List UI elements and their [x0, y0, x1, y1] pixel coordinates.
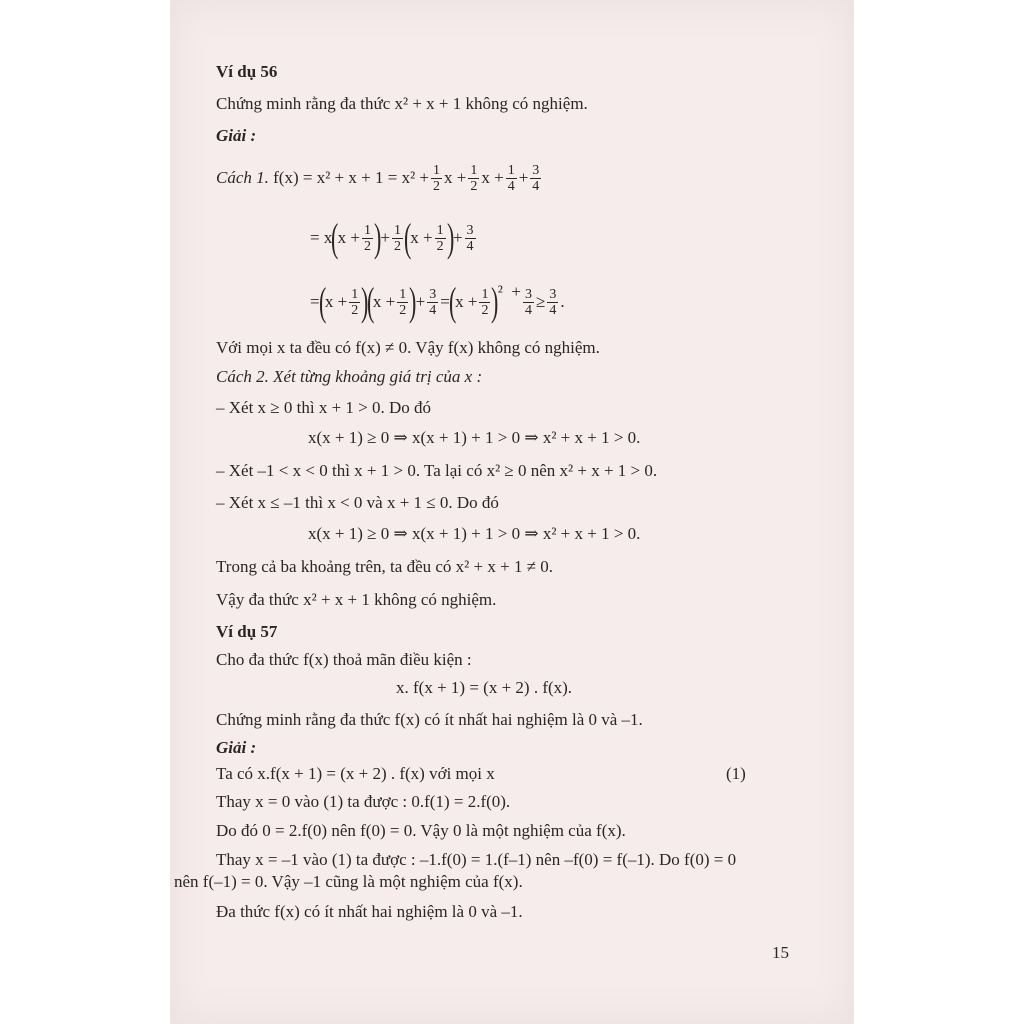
solution-step-5: nên f(–1) = 0. Vậy –1 cũng là một nghiệm của f(x).: [174, 872, 523, 891]
fraction: $\frac{3}{4}$: [524, 286, 532, 318]
example-57-problem-2: Chứng minh rằng đa thức f(x) có ít nhất hai nghiệm là 0 và –1.: [216, 710, 643, 729]
example-57-heading: Ví dụ 57: [216, 622, 278, 641]
page-number: 15: [772, 943, 789, 962]
paren-close: ): [409, 279, 417, 324]
eq-part: x +: [324, 292, 348, 311]
eq-part: x +: [481, 168, 504, 187]
summary-line-2: Vậy đa thức x² + x + 1 không có nghiệm.: [216, 590, 497, 609]
solution-step-4: Thay x = –1 vào (1) ta được : –1.f(0) = 1.(f–1) nên –f(0) = f(–1). Do f(0) = 0: [216, 850, 737, 869]
solution-step-6: Đa thức f(x) có ít nhất hai nghiệm là 0 và –1.: [216, 902, 523, 921]
eq-part: ≥: [535, 292, 546, 311]
fraction: $\frac{1}{2}$: [393, 222, 401, 254]
fraction: $\frac{1}{2}$: [351, 286, 359, 318]
example-56-heading: Ví dụ 56: [216, 62, 278, 81]
eq-part: f(x) = x² + x + 1 = x² +: [273, 168, 430, 187]
eq-part: .: [560, 292, 565, 311]
case-1-equation: x(x + 1) ≥ 0 ⇒ x(x + 1) + 1 > 0 ⇒ x² + x + 1 > 0.: [308, 428, 641, 447]
fraction: $\frac{3}{4}$: [532, 162, 540, 194]
book-page: [170, 0, 854, 1024]
eq-part: x +: [337, 228, 361, 247]
eq-part: +: [452, 228, 463, 247]
fraction: $\frac{1}{4}$: [507, 162, 515, 194]
eq-part: ² +: [497, 282, 521, 301]
example-57-solution-label: Giải :: [216, 738, 257, 757]
eq-part: +: [415, 292, 426, 311]
fraction: $\frac{1}{2}$: [481, 286, 489, 318]
eq-part: x +: [372, 292, 396, 311]
eq-part: =: [440, 292, 450, 311]
eq-part: =: [310, 292, 320, 311]
solution-step-3: Do đó 0 = 2.f(0) nên f(0) = 0. Vậy 0 là một nghiệm của f(x).: [216, 821, 626, 840]
method2-intro: Cách 2. Xét từng khoảng giá trị của x :: [216, 367, 483, 386]
eq-part: x +: [410, 228, 433, 247]
summary-line-1: Trong cả ba khoảng trên, ta đều có x² + x + 1 ≠ 0.: [216, 557, 554, 576]
fraction: $\frac{3}{4}$: [429, 286, 437, 318]
fraction: $\frac{1}{2}$: [399, 286, 407, 318]
method1-conclusion: Với mọi x ta đều có f(x) ≠ 0. Vậy f(x) không có nghiệm.: [216, 338, 600, 357]
paren-open: (: [318, 279, 326, 324]
fraction: $\frac{1}{2}$: [470, 162, 478, 194]
case-3: – Xét x ≤ –1 thì x < 0 và x + 1 ≤ 0. Do đó: [216, 493, 499, 512]
eq-part: x +: [455, 292, 478, 311]
solution-step-1: Ta có x.f(x + 1) = (x + 2) . f(x) với mọi x: [216, 764, 495, 783]
fraction: $\frac{1}{2}$: [364, 222, 372, 254]
example-57-problem-1: Cho đa thức f(x) thoả mãn điều kiện :: [216, 650, 472, 669]
equation-tag-1: (1): [726, 764, 746, 783]
method1-line3: [310, 280, 565, 324]
example-57-condition: x. f(x + 1) = (x + 2) . f(x).: [396, 678, 573, 697]
fraction: $\frac{1}{2}$: [436, 222, 444, 254]
case-3-equation: x(x + 1) ≥ 0 ⇒ x(x + 1) + 1 > 0 ⇒ x² + x + 1 > 0.: [308, 524, 641, 543]
paren-open: (: [448, 279, 457, 324]
case-1: – Xét x ≥ 0 thì x + 1 > 0. Do đó: [216, 398, 432, 417]
fraction: $\frac{3}{4}$: [466, 222, 474, 254]
fraction: $\frac{3}{4}$: [549, 286, 557, 318]
paren-close: ): [361, 279, 369, 324]
eq-part: +: [380, 228, 390, 247]
example-56-problem: Chứng minh rằng đa thức x² + x + 1 không có nghiệm.: [216, 94, 588, 113]
paren-close: ): [374, 215, 382, 260]
paren-open: (: [403, 215, 412, 260]
eq-part: +: [518, 168, 529, 187]
method1-line1: [216, 156, 543, 200]
method1-line2: [310, 216, 478, 260]
eq-part: x +: [444, 168, 467, 187]
paren-open: (: [331, 215, 339, 260]
example-56-solution-label: Giải :: [216, 126, 257, 145]
method1-label: Cách 1.: [216, 168, 269, 187]
paren-open: (: [366, 279, 374, 324]
case-2: – Xét –1 < x < 0 thì x + 1 > 0. Ta lại có x² ≥ 0 nên x² + x + 1 > 0.: [216, 461, 658, 480]
paren-close: ): [446, 215, 454, 260]
solution-step-2: Thay x = 0 vào (1) ta được : 0.f(1) = 2.f(0).: [216, 792, 511, 811]
eq-part: = x: [310, 228, 333, 247]
paren-close: ): [491, 279, 499, 324]
fraction: $\frac{1}{2}$: [433, 162, 441, 194]
